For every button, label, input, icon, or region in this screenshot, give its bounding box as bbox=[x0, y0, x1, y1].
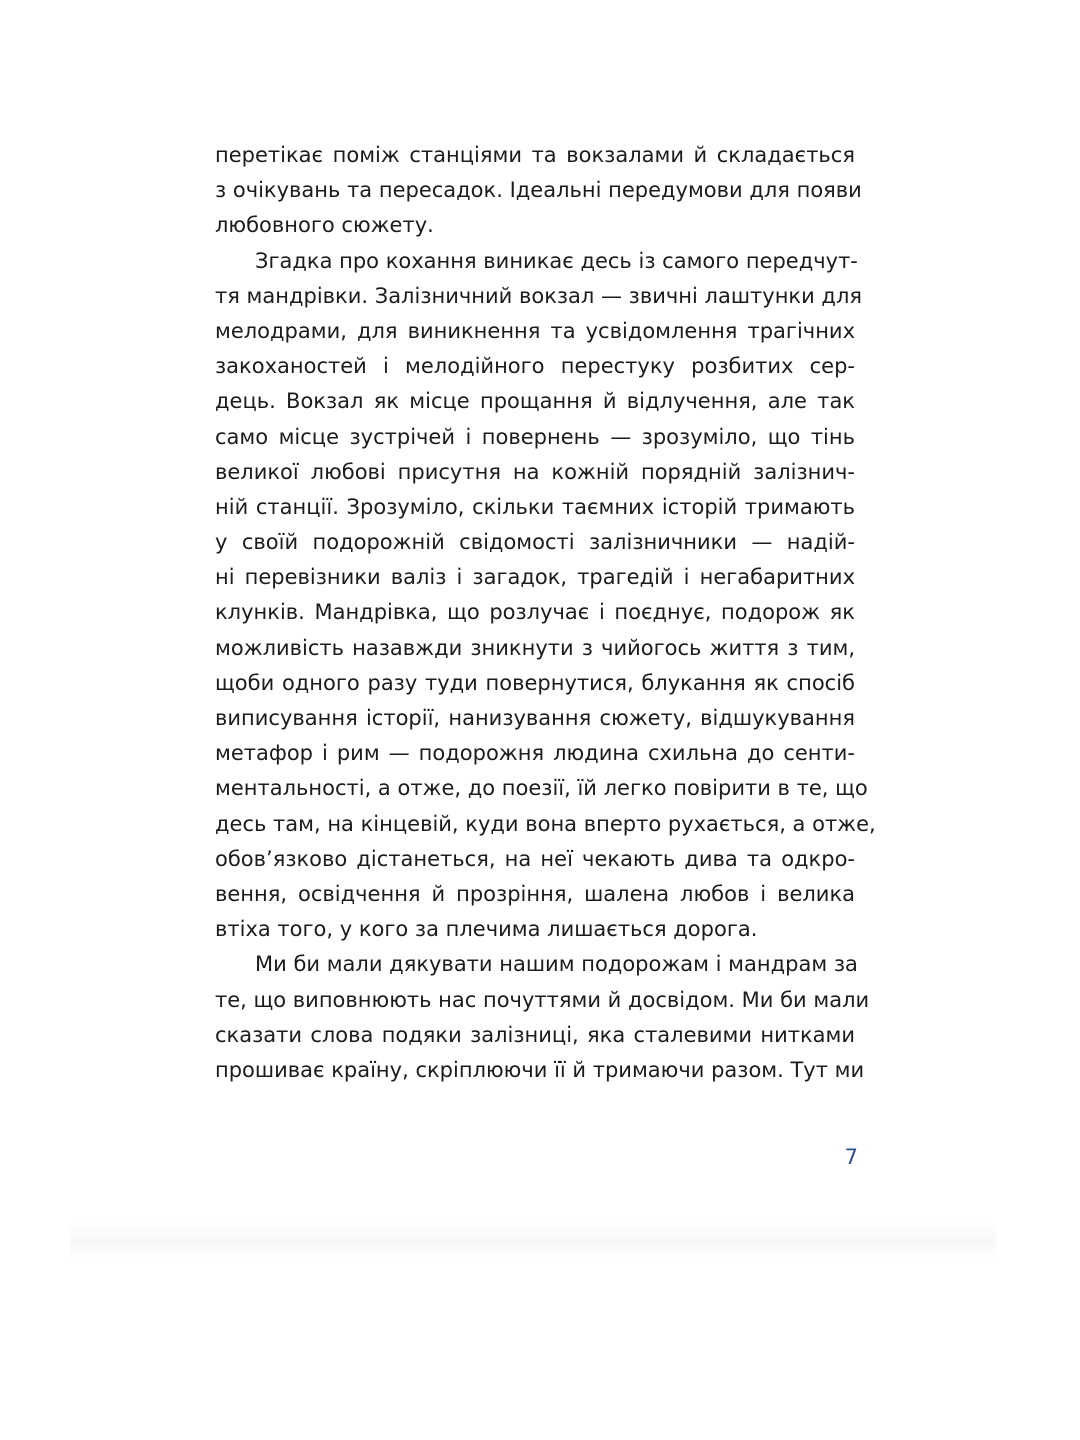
text-line: Згадка про кохання виникає десь із самого передчут- bbox=[255, 248, 858, 273]
page-edge-shadow bbox=[70, 1222, 996, 1260]
page-number: 7 bbox=[844, 1145, 858, 1169]
text-line: обов’язково дістанеться, на неї чекають дива та одкро- bbox=[215, 846, 855, 871]
text-line: можливість назавжди зникнути з чийогось життя з тим, bbox=[215, 635, 855, 660]
text-line: втіха того, у кого за плечима лишається дорога. bbox=[215, 917, 758, 942]
text-line: сказати слова подяки залізниці, яка сталевими нитками bbox=[215, 1022, 855, 1047]
text-line: клунків. Мандрівка, що розлучає і поєднує, подорож як bbox=[215, 600, 855, 625]
paragraph bbox=[215, 138, 862, 244]
text-line: щоби одного разу туди повернутися, блукання як спосіб bbox=[215, 670, 855, 695]
text-line: ментальності, а отже, до поезії, їй легко повірити в те, що bbox=[215, 776, 868, 801]
text-line: метафор і рим — подорожня людина схильна до сенти- bbox=[215, 741, 855, 766]
text-line: у своїй подорожній свідомості залізничники — надій- bbox=[215, 530, 855, 555]
text-line: десь там, на кінцевій, куди вона вперто рухається, а отже, bbox=[215, 811, 876, 836]
text-line: мелодрами, для виникнення та усвідомлення трагічних bbox=[215, 318, 855, 343]
text-line: те, що виповнюють нас почуттями й досвідом. Ми би мали bbox=[215, 987, 870, 1012]
text-line: вення, освідчення й прозріння, шалена любов і велика bbox=[215, 881, 855, 906]
text-line: любовного сюжету. bbox=[215, 213, 434, 238]
text-line: прошиває країну, скріплюючи її й тримаючи разом. Тут ми bbox=[215, 1057, 865, 1082]
text-line: дець. Вокзал як місце прощання й відлучення, але так bbox=[215, 389, 855, 414]
text-line: перетікає поміж станціями та вокзалами й складається bbox=[215, 143, 855, 167]
text-line: тя мандрівки. Залізничний вокзал — звичні лаштунки для bbox=[215, 283, 863, 308]
text-line: ні перевізники валіз і загадок, трагедій і негабаритних bbox=[215, 565, 855, 590]
text-line: з очікувань та пересадок. Ідеальні передумови для появи bbox=[215, 178, 862, 203]
paragraph bbox=[215, 947, 870, 1088]
text-line: ній станції. Зрозуміло, скільки таємних історій тримають bbox=[215, 494, 855, 519]
text-line: само місце зустрічей і повернень — зрозуміло, що тінь bbox=[215, 424, 855, 449]
text-line: виписування історії, нанизування сюжету, відшукування bbox=[215, 706, 855, 730]
text-line: закоханостей і мелодійного перестуку розбитих сер- bbox=[215, 354, 855, 379]
text-line: Ми би мали дякувати нашим подорожам і мандрам за bbox=[255, 952, 858, 977]
text-line: великої любові присутня на кожній порядній залізнич- bbox=[215, 459, 855, 484]
body-text bbox=[215, 138, 876, 1088]
paragraph bbox=[215, 244, 876, 948]
